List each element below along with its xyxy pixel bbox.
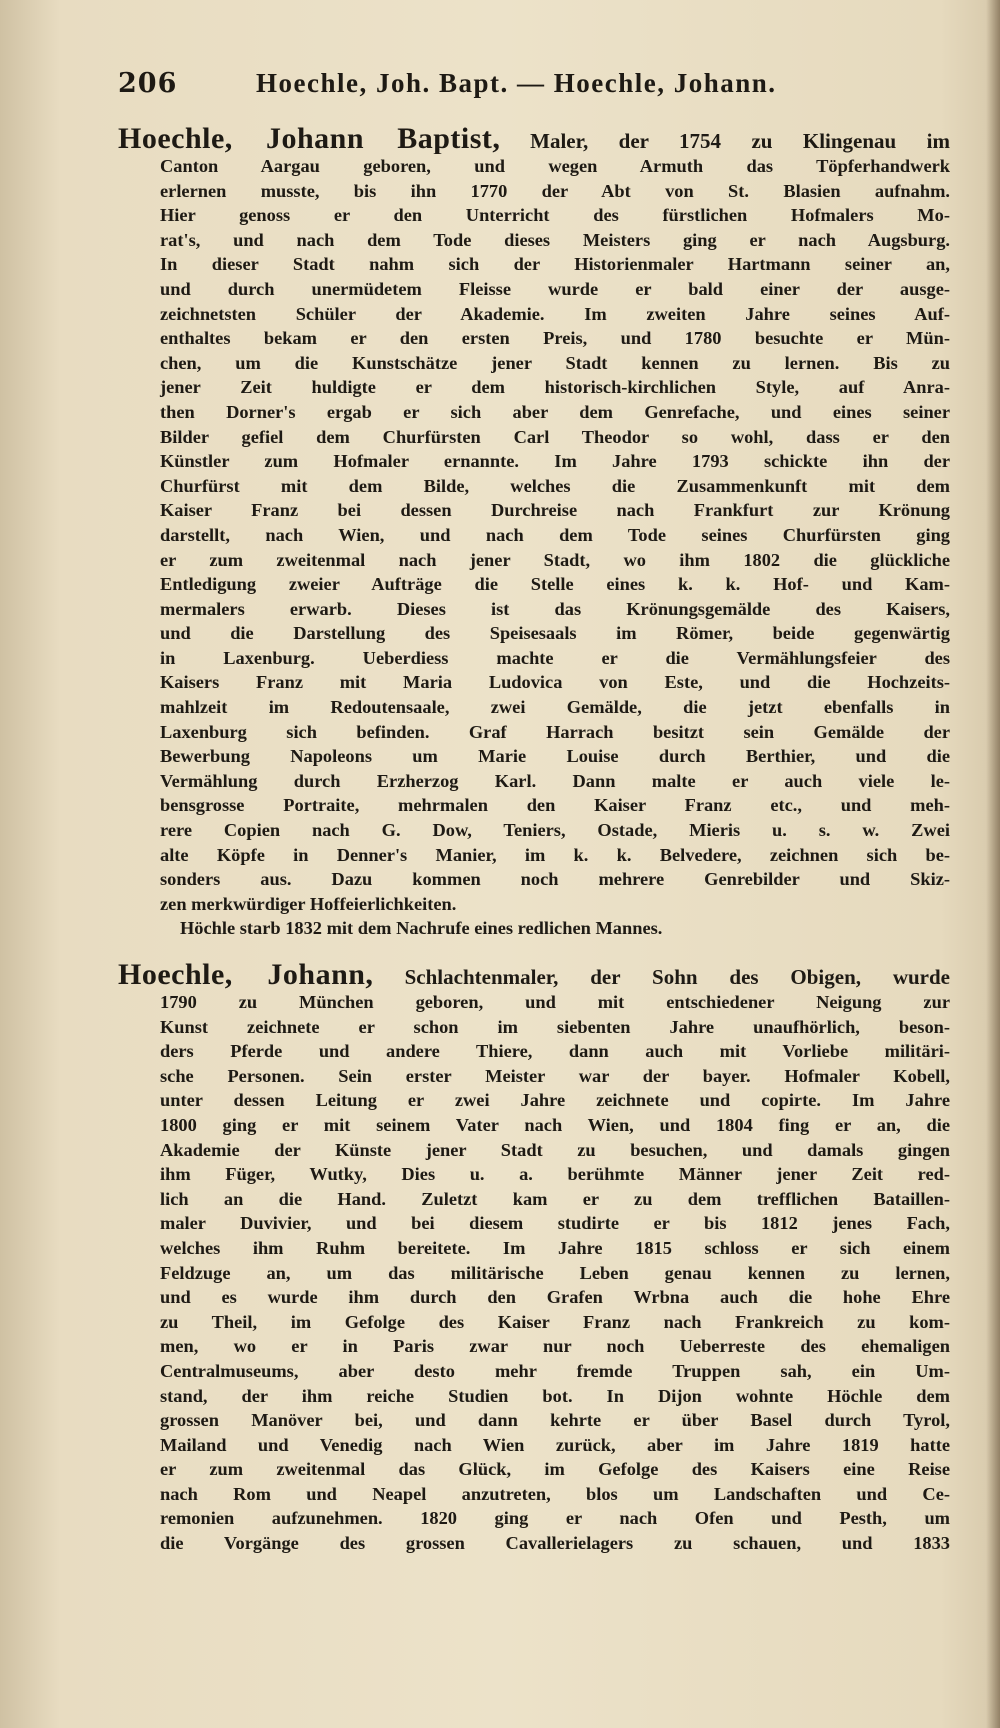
text-line: men, wo er in Paris zwar nur noch Ueberreste des ehemaligen [160,1336,950,1357]
text-line: alte Köpfe in Denner's Manier, im k. k. Belvedere, zeichnen sich be- [160,844,950,865]
text-line: Akademie der Künste jener Stadt zu besuchen, und damals gingen [160,1139,950,1160]
text-line: then Dorner's ergab er sich aber dem Genrefache, und eines seiner [160,401,950,422]
text-line: maler Duvivier, und bei diesem studirte er bis 1812 jenes Fach, [160,1213,950,1234]
page-number: 206 [118,68,178,99]
text-line: und durch unermüdetem Fleisse wurde er bald einer der ausge- [160,278,950,299]
entry-first-line [118,959,950,990]
text-line: darstellt, nach Wien, und nach dem Tode seines Churfürsten ging [160,524,950,545]
text-line: chen, um die Kunstschätze jener Stadt kennen zu lernen. Bis zu [160,352,950,373]
entry-headword: Hoechle, Johann Baptist, [118,123,501,154]
text-line: Entledigung zweier Aufträge die Stelle eines k. k. Hof- und Kam- [160,574,950,595]
text-line: bensgrosse Portraite, mehrmalen den Kaiser Franz etc., und meh- [160,795,950,816]
text-line: jener Zeit huldigte er dem historisch-kirchlichen Style, auf Anra- [160,377,950,398]
text-line: Laxenburg sich befinden. Graf Harrach besitzt sein Gemälde der [160,721,950,742]
text-line: rere Copien nach G. Dow, Teniers, Ostade, Mieris u. s. w. Zwei [160,820,950,841]
text-line: sonders aus. Dazu kommen noch mehrere Genrebilder und Skiz- [160,869,950,890]
text-line: Canton Aargau geboren, und wegen Armuth das Töpferhandwerk [160,156,950,176]
text-line: ders Pferde und andere Thiere, dann auch mit Vorliebe militäri- [160,1041,950,1062]
text-line: er zum zweitenmal das Glück, im Gefolge des Kaisers eine Reise [160,1459,950,1480]
text-line: Churfürst mit dem Bilde, welches die Zusammenkunft mit dem [160,475,950,496]
text-line: nach Rom und Neapel anzutreten, blos um Landschaften und Ce- [160,1483,950,1504]
text-line: Mailand und Venedig nach Wien zurück, aber im Jahre 1819 hatte [160,1434,950,1455]
text-line: Kaiser Franz bei dessen Durchreise nach Frankfurt zur Krönung [160,500,950,521]
text-line: 1800 ging er mit seinem Vater nach Wien, und 1804 fing er an, die [160,1114,950,1135]
text-line: lich an die Hand. Zuletzt kam er zu dem trefflichen Bataillen- [160,1188,950,1209]
text-line: ihm Füger, Wutky, Dies u. a. berühmte Männer jener Zeit red- [160,1164,950,1185]
text-line: enthaltes bekam er den ersten Preis, und 1780 besuchte er Mün- [160,328,950,349]
entry-first-line [118,123,950,154]
text-line: und es wurde ihm durch den Grafen Wrbna auch die hohe Ehre [160,1287,950,1308]
text-line: Hier genoss er den Unterricht des fürstlichen Hofmalers Mo- [160,205,950,226]
text-line: Vermählung durch Erzherzog Karl. Dann malte er auch viele le- [160,770,950,791]
text-line: stand, der ihm reiche Studien bot. In Dijon wohnte Höchle dem [160,1385,950,1406]
text-line: 1790 zu München geboren, und mit entschiedener Neigung zur [160,992,950,1012]
text-line: in Laxenburg. Ueberdiess machte er die Vermählungsfeier des [160,647,950,668]
text-line: welches ihm Ruhm bereitete. Im Jahre 1815 schloss er sich einem [160,1237,950,1258]
text-line: rat's, und nach dem Tode dieses Meisters ging er nach Augsburg. [160,229,950,250]
text-line: erlernen musste, bis ihn 1770 der Abt von St. Blasien aufnahm. [160,180,950,201]
text-line: zu Theil, im Gefolge des Kaiser Franz nach Frankreich zu kom- [160,1311,950,1332]
entry-closing-line: Höchle starb 1832 mit dem Nachrufe eines redlichen Mannes. [180,918,663,939]
text-line: er zum zweitenmal nach jener Stadt, wo ihm 1802 die glückliche [160,549,950,570]
text-line: zeichnetsten Schüler der Akademie. Im zweiten Jahre seines Auf- [160,303,950,324]
text-line: In dieser Stadt nahm sich der Historienmaler Hartmann seiner an, [160,254,950,275]
entry-first-line-text: Maler, der 1754 zu Klingenau im [530,129,950,153]
running-head: Hoechle, Joh. Bapt. — Hoechle, Johann. [256,68,777,98]
entry-hoechle-johann [118,959,950,1556]
text-line: grossen Manöver bei, und dann kehrte er über Basel durch Tyrol, [160,1410,950,1431]
text-line: mermalers erwarb. Dieses ist das Krönungsgemälde des Kaisers, [160,598,950,619]
text-line: Kunst zeichnete er schon im siebenten Jahre unaufhörlich, beson- [160,1016,950,1037]
text-line: Centralmuseums, aber desto mehr fremde Truppen sah, ein Um- [160,1360,950,1381]
text-line: Feldzuge an, um das militärische Leben genau kennen zu lernen, [160,1262,950,1283]
entry-hoechle-johann-baptist [118,123,950,941]
text-line: sche Personen. Sein erster Meister war der bayer. Hofmaler Kobell, [160,1065,950,1086]
entry-first-line-text: Schlachtenmaler, der Sohn des Obigen, wurde [404,965,950,989]
page-edge-shadow [986,0,1000,1728]
page-header [118,68,888,108]
text-line: mahlzeit im Redoutensaale, zwei Gemälde, die jetzt ebenfalls in [160,697,950,718]
entry-headword: Hoechle, Johann, [118,959,374,990]
text-line: und die Darstellung des Speisesaals im Römer, beide gegenwärtig [160,623,950,644]
text-line: remonien aufzunehmen. 1820 ging er nach Ofen und Pesth, um [160,1508,950,1529]
text-line: Bilder gefiel dem Churfürsten Carl Theodor so wohl, dass er den [160,426,950,447]
text-line: zen merkwürdiger Hoffeierlichkeiten. [160,893,457,914]
text-line: die Vorgänge des grossen Cavallerielagers zu schauen, und 1833 [160,1533,950,1554]
text-line: unter dessen Leitung er zwei Jahre zeichnete und copirte. Im Jahre [160,1090,950,1111]
text-line: Bewerbung Napoleons um Marie Louise durch Berthier, und die [160,746,950,767]
text-line: Kaisers Franz mit Maria Ludovica von Este, und die Hochzeits- [160,672,950,693]
text-line: Künstler zum Hofmaler ernannte. Im Jahre 1793 schickte ihn der [160,451,950,472]
